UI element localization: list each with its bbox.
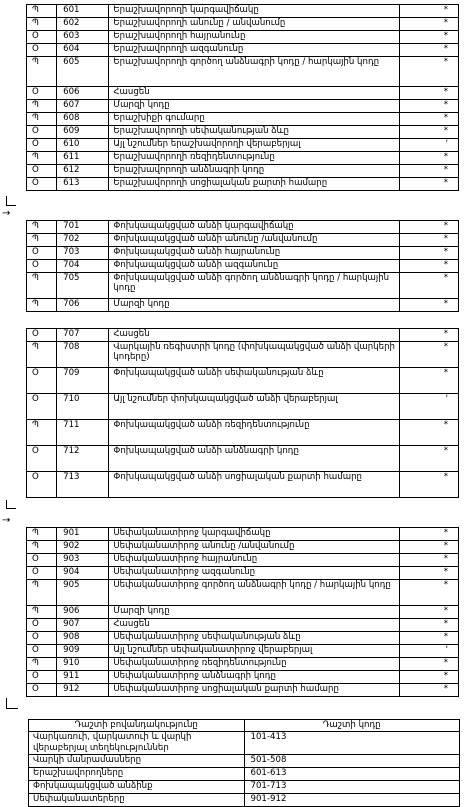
field-name: Երաշխավորողի հայրանունը bbox=[109, 31, 399, 44]
field-mark: * bbox=[399, 528, 458, 541]
field-code: 611 bbox=[57, 152, 109, 165]
section-marker-line bbox=[6, 708, 18, 709]
legend-code: 601-613 bbox=[244, 768, 460, 781]
field-type: Պ bbox=[27, 113, 57, 126]
field-mark: ' bbox=[399, 139, 458, 152]
field-code: 905 bbox=[57, 580, 109, 606]
field-code: 906 bbox=[57, 606, 109, 619]
legend-content: Վարկառուի, վարկատուի և վարկի վերաբերյալ տեղեկություններ bbox=[29, 732, 245, 755]
legend-content: Երաշխավորողները bbox=[29, 768, 245, 781]
field-name: Փոխկապակցված անձի գործող անձնագրի կոդը / հարկային կոդը bbox=[109, 273, 399, 299]
field-name: Այլ նշումներ սեփականատիրոջ վերաբերյալ bbox=[109, 645, 399, 658]
field-name: Սեփականատիրոջ գործող անձնագրի կոդը / հարկային կոդը bbox=[109, 580, 399, 606]
field-type: Օ bbox=[27, 31, 57, 44]
field-name: Սեփականատիրոջ ռեզիդենտությունը bbox=[109, 658, 399, 671]
field-type: Օ bbox=[27, 567, 57, 580]
table-row bbox=[27, 260, 459, 273]
field-code: 603 bbox=[57, 31, 109, 44]
field-code: 702 bbox=[57, 234, 109, 247]
field-type: Պ bbox=[27, 606, 57, 619]
table-row bbox=[27, 645, 459, 658]
section-marker-tick bbox=[6, 196, 7, 206]
field-code: 712 bbox=[57, 446, 109, 472]
table-row bbox=[27, 299, 459, 312]
table-row bbox=[27, 541, 459, 554]
legend-row bbox=[29, 768, 460, 781]
field-name: Փոխկապակցված անձի ռեզիդենտությունը bbox=[109, 420, 399, 446]
table-row bbox=[27, 472, 459, 498]
legend-code: 901-912 bbox=[244, 794, 460, 807]
field-code: 705 bbox=[57, 273, 109, 299]
field-name: Սեփականատիրոջ կարգավիճակը bbox=[109, 528, 399, 541]
field-mark: * bbox=[399, 619, 458, 632]
field-mark: * bbox=[399, 247, 458, 260]
field-mark: * bbox=[399, 31, 458, 44]
field-name: Երաշխավորողի սեփականության ձևը bbox=[109, 126, 399, 139]
table-row bbox=[27, 273, 459, 299]
field-code: 707 bbox=[57, 329, 109, 342]
field-code: 601 bbox=[57, 5, 109, 18]
field-mark: * bbox=[399, 100, 458, 113]
field-mark: * bbox=[399, 57, 458, 87]
field-type: Պ bbox=[27, 299, 57, 312]
field-mark: * bbox=[399, 342, 458, 368]
field-mark: * bbox=[399, 113, 458, 126]
field-name: Փոխկապակցված անձի ազգանունը bbox=[109, 260, 399, 273]
field-type: Պ bbox=[27, 152, 57, 165]
field-mark: * bbox=[399, 684, 458, 697]
table-row bbox=[27, 554, 459, 567]
field-type: Օ bbox=[27, 247, 57, 260]
field-type: Պ bbox=[27, 580, 57, 606]
field-name: Երաշխավորողի կարգավիճակը bbox=[109, 5, 399, 18]
field-mark: * bbox=[399, 580, 458, 606]
field-code: 903 bbox=[57, 554, 109, 567]
table-row bbox=[27, 329, 459, 342]
field-code: 907 bbox=[57, 619, 109, 632]
table-row bbox=[27, 619, 459, 632]
field-mark: ' bbox=[399, 645, 458, 658]
field-code: 604 bbox=[57, 44, 109, 57]
legend-row bbox=[29, 755, 460, 768]
table-row bbox=[27, 658, 459, 671]
table-row bbox=[27, 44, 459, 57]
table-row bbox=[27, 18, 459, 31]
field-name: Հասցեն bbox=[109, 619, 399, 632]
field-type: Օ bbox=[27, 645, 57, 658]
field-name: Սեփականատիրոջ սոցիալական քարտի համարը bbox=[109, 684, 399, 697]
table-row bbox=[27, 528, 459, 541]
field-type: Օ bbox=[27, 368, 57, 394]
field-mark: * bbox=[399, 554, 458, 567]
field-mark: ' bbox=[399, 394, 458, 420]
field-mark: * bbox=[399, 18, 458, 31]
section-marker-tick bbox=[6, 698, 7, 709]
table-row bbox=[27, 606, 459, 619]
section-marker-line bbox=[6, 205, 16, 206]
field-type: Օ bbox=[27, 126, 57, 139]
field-type: Պ bbox=[27, 234, 57, 247]
field-name: Երաշխիքի գումարը bbox=[109, 113, 399, 126]
table-row bbox=[27, 446, 459, 472]
field-name: Սեփականատիրոջ անձնագրի կոդը bbox=[109, 671, 399, 684]
field-type: Օ bbox=[27, 671, 57, 684]
field-code: 902 bbox=[57, 541, 109, 554]
field-type: Օ bbox=[27, 260, 57, 273]
field-code: 912 bbox=[57, 684, 109, 697]
table-row bbox=[27, 31, 459, 44]
field-mark: * bbox=[399, 567, 458, 580]
legend-code: 501-508 bbox=[244, 755, 460, 768]
field-name: Հասցեն bbox=[109, 87, 399, 100]
guarantors-table bbox=[26, 4, 459, 191]
field-code: 908 bbox=[57, 632, 109, 645]
table-row bbox=[27, 684, 459, 697]
field-name: Երաշխավորողի անձնագրի կոդը bbox=[109, 165, 399, 178]
field-name: Մարզի կոդը bbox=[109, 100, 399, 113]
table-row bbox=[27, 342, 459, 368]
field-mark: * bbox=[399, 165, 458, 178]
field-code: 706 bbox=[57, 299, 109, 312]
table-row bbox=[27, 113, 459, 126]
legend-content: Փոխկապակցված անձինք bbox=[29, 781, 245, 794]
section-marker-line bbox=[6, 508, 16, 509]
field-mark: * bbox=[399, 260, 458, 273]
field-type: Օ bbox=[27, 165, 57, 178]
field-name: Երաշխավորողի անունը / անվանումը bbox=[109, 18, 399, 31]
table-row bbox=[27, 57, 459, 87]
field-name: Մարզի կոդը bbox=[109, 606, 399, 619]
legend-content: Սեփականատերերը bbox=[29, 794, 245, 807]
field-code: 612 bbox=[57, 165, 109, 178]
field-mark: * bbox=[399, 5, 458, 18]
field-mark: * bbox=[399, 273, 458, 299]
field-name: Փոխկապակցված անձի սոցիալական քարտի համարը bbox=[109, 472, 399, 498]
field-type: Օ bbox=[27, 472, 57, 498]
field-code: 607 bbox=[57, 100, 109, 113]
field-name: Այլ նշումներ երաշխավորողի վերաբերյալ bbox=[109, 139, 399, 152]
field-mark: * bbox=[399, 178, 458, 191]
field-mark: * bbox=[399, 221, 458, 234]
field-mark: * bbox=[399, 420, 458, 446]
table-row bbox=[27, 139, 459, 152]
table-row bbox=[27, 368, 459, 394]
legend-row bbox=[29, 781, 460, 794]
field-type: Օ bbox=[27, 139, 57, 152]
table-row bbox=[27, 632, 459, 645]
field-name: Մարզի կոդը bbox=[109, 299, 399, 312]
table-row bbox=[27, 178, 459, 191]
table-row bbox=[27, 420, 459, 446]
table-row bbox=[27, 234, 459, 247]
field-name: Փոխկապակցված անձի հայրանունը bbox=[109, 247, 399, 260]
field-name: Փոխկապակցված անձի անձնագրի կոդը bbox=[109, 446, 399, 472]
field-type: Օ bbox=[27, 87, 57, 100]
field-name: Փոխկապակցված անձի կարգավիճակը bbox=[109, 221, 399, 234]
field-mark: * bbox=[399, 234, 458, 247]
field-type: Պ bbox=[27, 100, 57, 113]
table-row bbox=[27, 221, 459, 234]
field-type: Պ bbox=[27, 18, 57, 31]
field-mark: * bbox=[399, 126, 458, 139]
field-type: Օ bbox=[27, 554, 57, 567]
field-mark: * bbox=[399, 472, 458, 498]
table-row bbox=[27, 247, 459, 260]
field-code: 909 bbox=[57, 645, 109, 658]
legend-code: 701-713 bbox=[244, 781, 460, 794]
legend-row bbox=[29, 732, 460, 755]
field-code: 710 bbox=[57, 394, 109, 420]
table-row bbox=[27, 394, 459, 420]
field-mark: * bbox=[399, 446, 458, 472]
field-type: Պ bbox=[27, 342, 57, 368]
field-type: Օ bbox=[27, 44, 57, 57]
arrow-icon: → bbox=[2, 208, 11, 219]
table-row bbox=[27, 152, 459, 165]
field-name: Սեփականատիրոջ սեփականության ձևը bbox=[109, 632, 399, 645]
field-name: Վարկային ռեգիստրի կոդը (փոխկապակցված անձի վարկերի կոդերը) bbox=[109, 342, 399, 368]
legend-header-code: Դաշտի կոդը bbox=[244, 720, 460, 732]
legend-header-content: Դաշտի բովանդակությունը bbox=[29, 720, 245, 732]
field-code: 606 bbox=[57, 87, 109, 100]
field-type: Պ bbox=[27, 541, 57, 554]
field-code: 904 bbox=[57, 567, 109, 580]
field-mark: * bbox=[399, 606, 458, 619]
field-mark: * bbox=[399, 368, 458, 394]
table-row bbox=[27, 100, 459, 113]
field-type: Օ bbox=[27, 446, 57, 472]
field-type: Պ bbox=[27, 221, 57, 234]
field-type: Պ bbox=[27, 5, 57, 18]
field-code-legend bbox=[28, 719, 460, 807]
field-name: Փոխկապակցված անձի սեփականության ձևը bbox=[109, 368, 399, 394]
table-row bbox=[27, 87, 459, 100]
owners-table bbox=[26, 527, 459, 697]
field-code: 708 bbox=[57, 342, 109, 368]
legend-header-row bbox=[29, 720, 460, 732]
field-mark: * bbox=[399, 541, 458, 554]
field-name: Հասցեն bbox=[109, 329, 399, 342]
legend-row bbox=[29, 794, 460, 807]
field-name: Սեփականատիրոջ ազգանունը bbox=[109, 567, 399, 580]
table-row bbox=[27, 165, 459, 178]
field-mark: * bbox=[399, 44, 458, 57]
field-type: Օ bbox=[27, 329, 57, 342]
field-type: Պ bbox=[27, 57, 57, 87]
field-name: Երաշխավորողի ազգանունը bbox=[109, 44, 399, 57]
table-row bbox=[27, 126, 459, 139]
field-code: 609 bbox=[57, 126, 109, 139]
field-type: Օ bbox=[27, 684, 57, 697]
table-row bbox=[27, 5, 459, 18]
field-mark: * bbox=[399, 658, 458, 671]
field-type: Օ bbox=[27, 619, 57, 632]
field-type: Պ bbox=[27, 658, 57, 671]
field-mark: * bbox=[399, 632, 458, 645]
table-row bbox=[27, 567, 459, 580]
arrow-icon: → bbox=[2, 515, 11, 526]
field-name: Սեփականատիրոջ անունը /անվանումը bbox=[109, 541, 399, 554]
field-code: 701 bbox=[57, 221, 109, 234]
related-persons-table bbox=[26, 220, 459, 312]
table-row bbox=[27, 671, 459, 684]
field-mark: * bbox=[399, 671, 458, 684]
field-code: 711 bbox=[57, 420, 109, 446]
legend-code: 101-413 bbox=[244, 732, 460, 755]
field-mark: * bbox=[399, 87, 458, 100]
field-code: 605 bbox=[57, 57, 109, 87]
field-name: Փոխկապակցված անձի անունը /անվանումը bbox=[109, 234, 399, 247]
field-code: 911 bbox=[57, 671, 109, 684]
table-row bbox=[27, 580, 459, 606]
field-code: 602 bbox=[57, 18, 109, 31]
field-code: 704 bbox=[57, 260, 109, 273]
field-name: Երաշխավորողի սոցիալական քարտի համարը bbox=[109, 178, 399, 191]
field-type: Օ bbox=[27, 394, 57, 420]
field-mark: * bbox=[399, 329, 458, 342]
field-code: 610 bbox=[57, 139, 109, 152]
legend-content: Վարկի մանրամասները bbox=[29, 755, 245, 768]
field-code: 713 bbox=[57, 472, 109, 498]
field-type: Օ bbox=[27, 632, 57, 645]
field-code: 910 bbox=[57, 658, 109, 671]
field-name: Այլ նշումներ փոխկապակցված անձի վերաբերյալ bbox=[109, 394, 399, 420]
field-name: Երաշխավորողի գործող անձնագրի կոդը / հարկային կոդը bbox=[109, 57, 399, 87]
field-type: Պ bbox=[27, 420, 57, 446]
field-mark: * bbox=[399, 299, 458, 312]
field-code: 608 bbox=[57, 113, 109, 126]
field-type: Պ bbox=[27, 273, 57, 299]
field-code: 901 bbox=[57, 528, 109, 541]
field-name: Երաշխավորողի ռեզիդենտությունը bbox=[109, 152, 399, 165]
field-code: 703 bbox=[57, 247, 109, 260]
section-marker-tick bbox=[6, 500, 7, 509]
field-code: 709 bbox=[57, 368, 109, 394]
field-name: Սեփականատիրոջ հայրանունը bbox=[109, 554, 399, 567]
field-mark: * bbox=[399, 152, 458, 165]
field-code: 613 bbox=[57, 178, 109, 191]
related-persons-table-continued bbox=[26, 328, 459, 498]
field-type: Օ bbox=[27, 178, 57, 191]
field-type: Պ bbox=[27, 528, 57, 541]
